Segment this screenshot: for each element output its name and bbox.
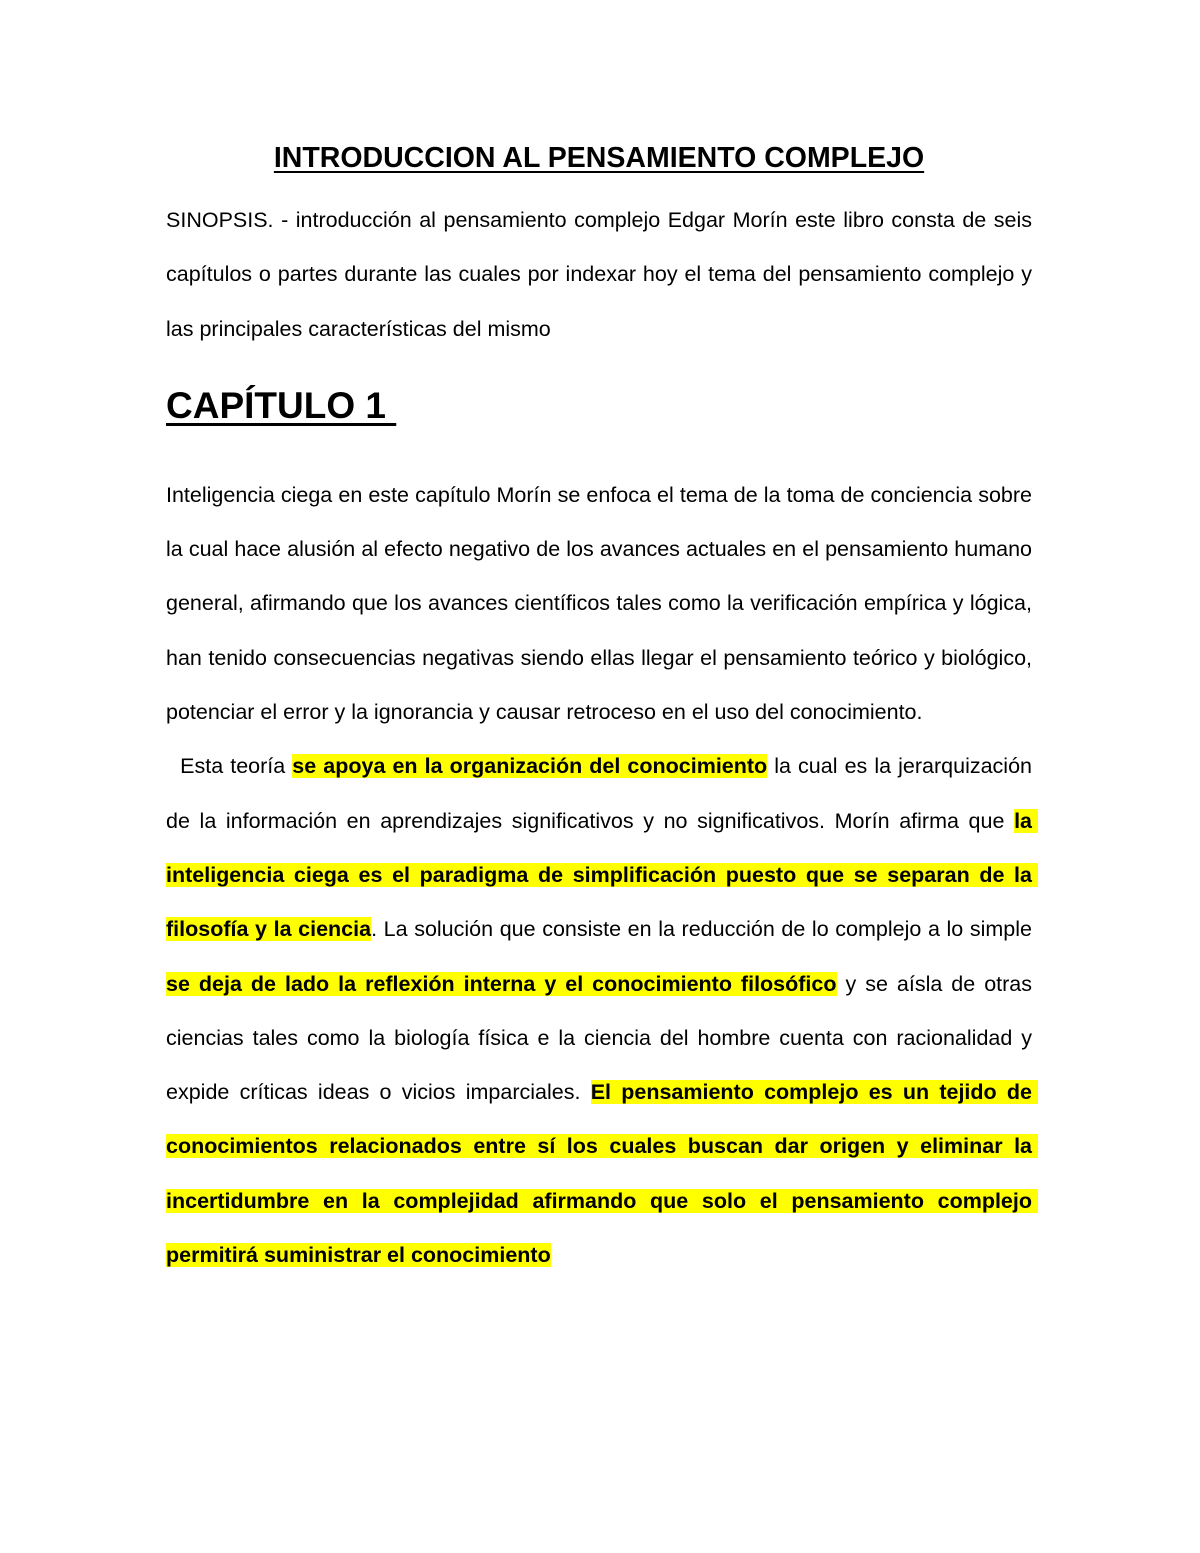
highlighted-run: la inteligencia ciega es el paradigma de simplificación puesto que se separan de la filosofía y la ciencia xyxy=(166,808,1038,942)
highlighted-run: se deja de lado la reflexión interna y el conocimiento filosófico xyxy=(166,971,837,996)
synopsis-paragraph: SINOPSIS. - introducción al pensamiento complejo Edgar Morín este libro consta de seis capítulos o partes durante las cuales por indexar hoy el tema del pensamiento complejo y las principales características del mismo xyxy=(166,208,1032,341)
document-page xyxy=(166,138,1038,1282)
document-title: INTRODUCCION AL PENSAMIENTO COMPLEJO xyxy=(273,142,925,174)
paragraph-run: la cual es la jerarquización de la información en aprendizajes significativos y no significativos. Morín afirma que xyxy=(166,754,1038,833)
chapter-heading: CAPÍTULO 1 xyxy=(166,384,397,426)
chapter-paragraph-2 xyxy=(166,739,1038,1282)
paragraph-run: . La solución que consiste en la reducción de lo complejo a lo simple xyxy=(371,917,1038,942)
highlighted-run: El pensamiento complejo es un tejido de conocimientos relacionados entre sí los cuales buscan dar origen y eliminar la incertidumbre en la complejidad afirmando que solo el pensamiento complejo permitirá suministrar el conocimiento xyxy=(166,1080,1038,1268)
paragraph-run: Esta teoría xyxy=(166,754,293,779)
paragraph-run: y se aísla de otras ciencias tales como la biología física e la ciencia del hombre cuenta con racionalidad y expide críticas ideas o vicios imparciales. xyxy=(166,971,1038,1105)
highlighted-run: se apoya en la organización del conocimiento xyxy=(292,754,768,779)
chapter-paragraph-1: Inteligencia ciega en este capítulo Morín se enfoca el tema de la toma de conciencia sobre la cual hace alusión al efecto negativo de los avances actuales en el pensamiento humano general, afirmando que los avances científicos tales como la verificación empírica y lógica, han tenido consecuencias negativas siendo ellas llegar el pensamiento teórico y biológico, potenciar el error y la ignorancia y causar retroceso en el uso del conocimiento. xyxy=(166,482,1032,725)
